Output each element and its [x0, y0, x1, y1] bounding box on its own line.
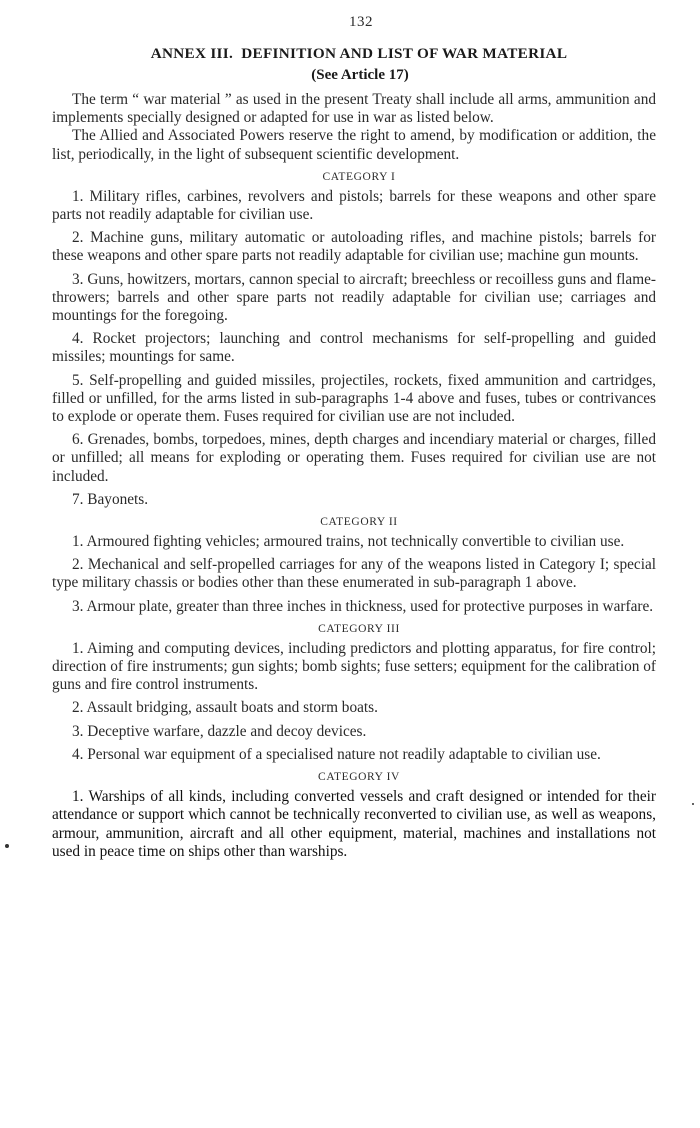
category-heading: CATEGORY I: [322, 170, 396, 183]
list-item: 4. Personal war equipment of a specialised nature not readily adaptable to civilian use.: [72, 745, 601, 763]
document-page: [52, 14, 656, 866]
list-item: 1. Armoured fighting vehicles; armoured trains, not technically convertible to civilian use.: [72, 533, 625, 551]
list-item: 5. Self-propelling and guided missiles, projectiles, rockets, fixed ammunition and cartridges, filled or unfilled, for the arms listed in sub-paragraphs 1-4 above and fuses, tubes or contrivances to explode or operate them. Fuses required for civilian use are not included.: [52, 371, 656, 426]
category-heading: CATEGORY II: [320, 516, 398, 529]
list-item: 2. Mechanical and self-propelled carriages for any of the weapons listed in Category I; special type military chassis or bodies other than these enumerated in sub-paragraph 1 above.: [52, 556, 656, 592]
annex-title: ANNEX III. DEFINITION AND LIST OF WAR MATERIAL: [150, 45, 568, 62]
margin-mark: [5, 844, 9, 848]
category-section: [52, 171, 656, 509]
annex-subtitle: (See Article 17): [311, 67, 409, 83]
list-item: 3. Deceptive warfare, dazzle and decoy devices.: [72, 722, 367, 740]
intro-paragraph: The Allied and Associated Powers reserve the right to amend, by modification or addition, the list, periodically, in the light of subsequent scientific development.: [52, 127, 656, 163]
category-heading: CATEGORY IV: [318, 771, 400, 784]
list-item: 3. Guns, howitzers, mortars, cannon special to aircraft; breechless or recoilless guns and flame-throwers; barrels and other spare parts not readily adaptable for civilian use; carriages and mountings for the foregoing.: [52, 270, 656, 325]
category-section: [52, 771, 656, 861]
list-item: 1. Military rifles, carbines, revolvers and pistols; barrels for these weapons and other spare parts not readily adaptable for civilian use.: [52, 187, 656, 224]
category-section: [52, 516, 656, 616]
list-item: 2. Machine guns, military automatic or autoloading rifles, and machine pistols; barrels for these weapons and other spare parts not readily adaptable for civilian use; machine gun mounts.: [52, 229, 656, 265]
list-item: 7. Bayonets.: [72, 490, 149, 508]
page-number: 132: [349, 14, 373, 30]
intro-section: [52, 91, 656, 164]
list-item: 3. Armour plate, greater than three inches in thickness, used for protective purposes in warfare.: [72, 597, 654, 615]
category-heading: CATEGORY III: [318, 622, 400, 635]
category-section: [52, 623, 656, 764]
intro-paragraph: The term “ war material ” as used in the present Treaty shall include all arms, ammunition and implements specially designed or adapted for use in war as listed below.: [52, 91, 656, 127]
list-item: 6. Grenades, bombs, torpedoes, mines, depth charges and incendiary material or charges, filled or unfilled; all means for exploding or operating them. Fuses required for civilian use are not included.: [52, 431, 656, 485]
list-item: 1. Aiming and computing devices, including predictors and plotting apparatus, for fire control; direction of fire instruments; gun sights; bomb sights; fuse setters; equipment for the calibration of guns and fire control instruments.: [52, 639, 656, 694]
list-item: 1. Warships of all kinds, including converted vessels and craft designed or intended for their attendance or support which cannot be technically reconverted to civilian use, as well as weapons, armour, ammunition, aircraft and all other equipment, material, machines and installations not used in peace time on ships other than warships.: [52, 788, 656, 860]
margin-mark: [692, 803, 694, 805]
list-item: 2. Assault bridging, assault boats and storm boats.: [72, 699, 378, 717]
list-item: 4. Rocket projectors; launching and control mechanisms for self-propelling and guided missiles; mountings for same.: [52, 330, 656, 366]
